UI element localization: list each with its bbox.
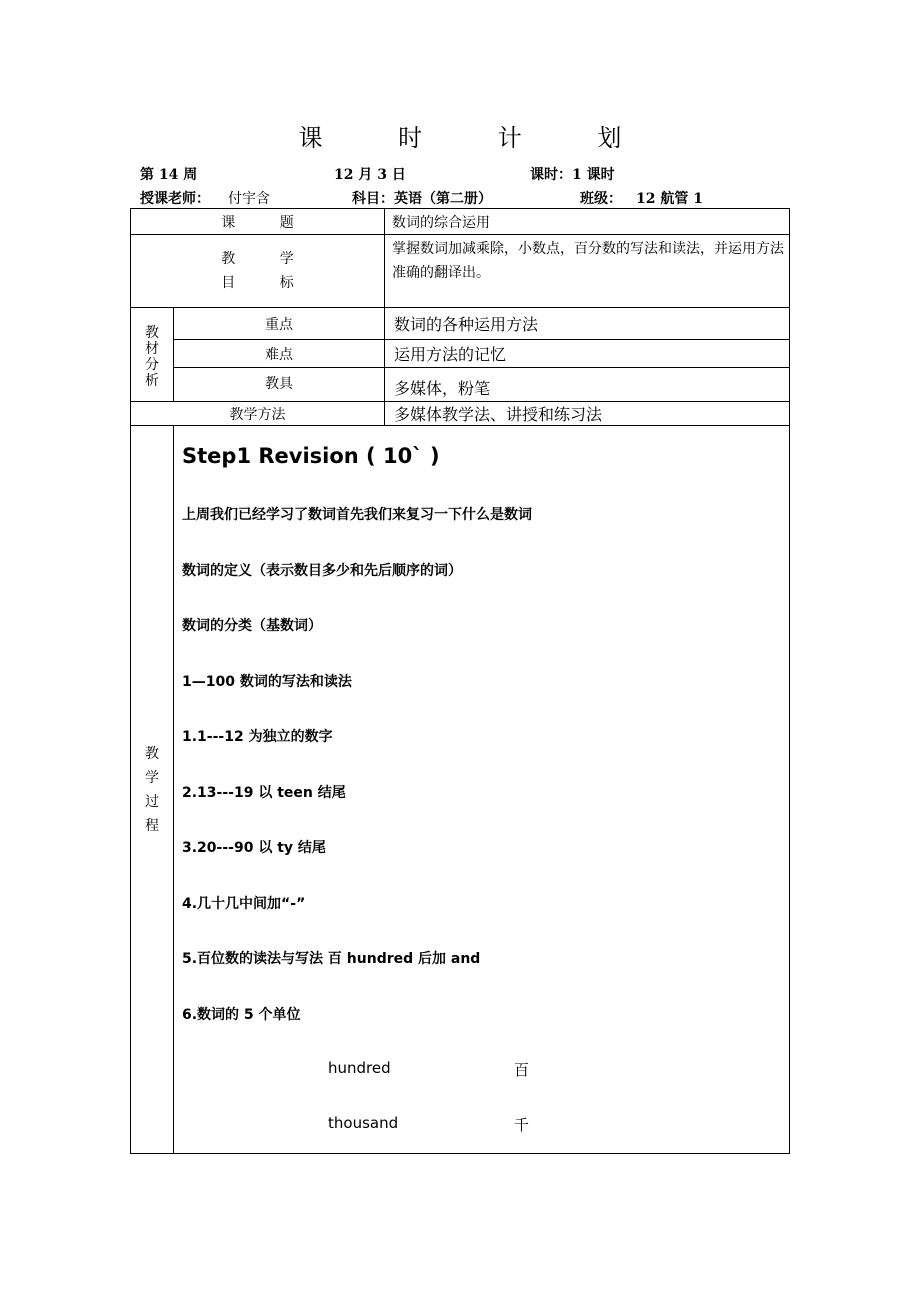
process-line: 6.数词的 5 个单位 — [182, 1007, 301, 1023]
process-line: 5.百位数的读法与写法 百 hundred 后加 and — [182, 951, 481, 967]
date-label: 12 月 3 日 — [334, 167, 406, 183]
step-title: Step1 Revision ( 10` ) — [182, 444, 440, 468]
process-line: 4.几十几中间加“-” — [182, 896, 306, 912]
process-line: 数词的分类（基数词） — [182, 618, 322, 634]
page-title: 课 时 计 划 — [298, 124, 656, 152]
method-label: 教学方法 — [229, 406, 286, 423]
subject-label: 科目：英语（第二册） — [352, 191, 492, 207]
topic-label: 课 题 — [221, 214, 314, 231]
table-rule — [173, 425, 174, 1153]
goal-value: 掌握数词加减乘除，小数点，百分数的写法和读法，并运用方法准确的翻译出。 — [392, 241, 784, 281]
table-border — [130, 208, 131, 1154]
key-label: 重点 — [265, 316, 293, 333]
table-border — [789, 208, 790, 1154]
difficulty-label: 难点 — [265, 346, 293, 363]
process-line: 2.13---19 以 teen 结尾 — [182, 785, 346, 801]
teacher-name: 付宇含 — [228, 191, 270, 207]
week-label: 第 14 周 — [140, 167, 198, 183]
process-label: 教学过程 — [145, 746, 159, 834]
process-line: 上周我们已经学习了数词首先我们来复习一下什么是数词 — [182, 507, 532, 523]
analysis-label: 教材分析 — [145, 325, 159, 389]
key-value: 数词的各种运用方法 — [394, 315, 539, 334]
unit-zh: 千 — [514, 1116, 530, 1134]
tools-value: 多媒体，粉笔 — [394, 378, 491, 398]
process-line: 1—100 数词的写法和读法 — [182, 674, 352, 690]
table-rule — [130, 425, 790, 426]
table-rule — [130, 234, 790, 235]
method-value: 多媒体教学法、讲授和练习法 — [394, 405, 603, 424]
process-line: 3.20---90 以 ty 结尾 — [182, 840, 326, 856]
difficulty-value: 运用方法的记忆 — [394, 345, 507, 364]
table-border — [130, 1153, 790, 1154]
process-line: 数词的定义（表示数目多少和先后顺序的词） — [182, 563, 462, 579]
class-name: 12 航管 1 — [636, 191, 703, 207]
period-label: 课时：1 课时 — [530, 167, 615, 183]
unit-en: thousand — [328, 1114, 399, 1132]
unit-zh: 百 — [514, 1061, 530, 1079]
class-label: 班级： — [580, 191, 622, 207]
goal-label-2: 目 标 — [221, 275, 314, 291]
unit-en: hundred — [328, 1059, 391, 1077]
goal-label-1: 教 学 — [221, 251, 314, 267]
process-line: 1.1---12 为独立的数字 — [182, 729, 333, 745]
topic-value: 数词的综合运用 — [392, 214, 490, 231]
table-rule — [384, 208, 385, 426]
teacher-label: 授课老师： — [140, 191, 210, 207]
tools-label: 教具 — [265, 376, 293, 392]
